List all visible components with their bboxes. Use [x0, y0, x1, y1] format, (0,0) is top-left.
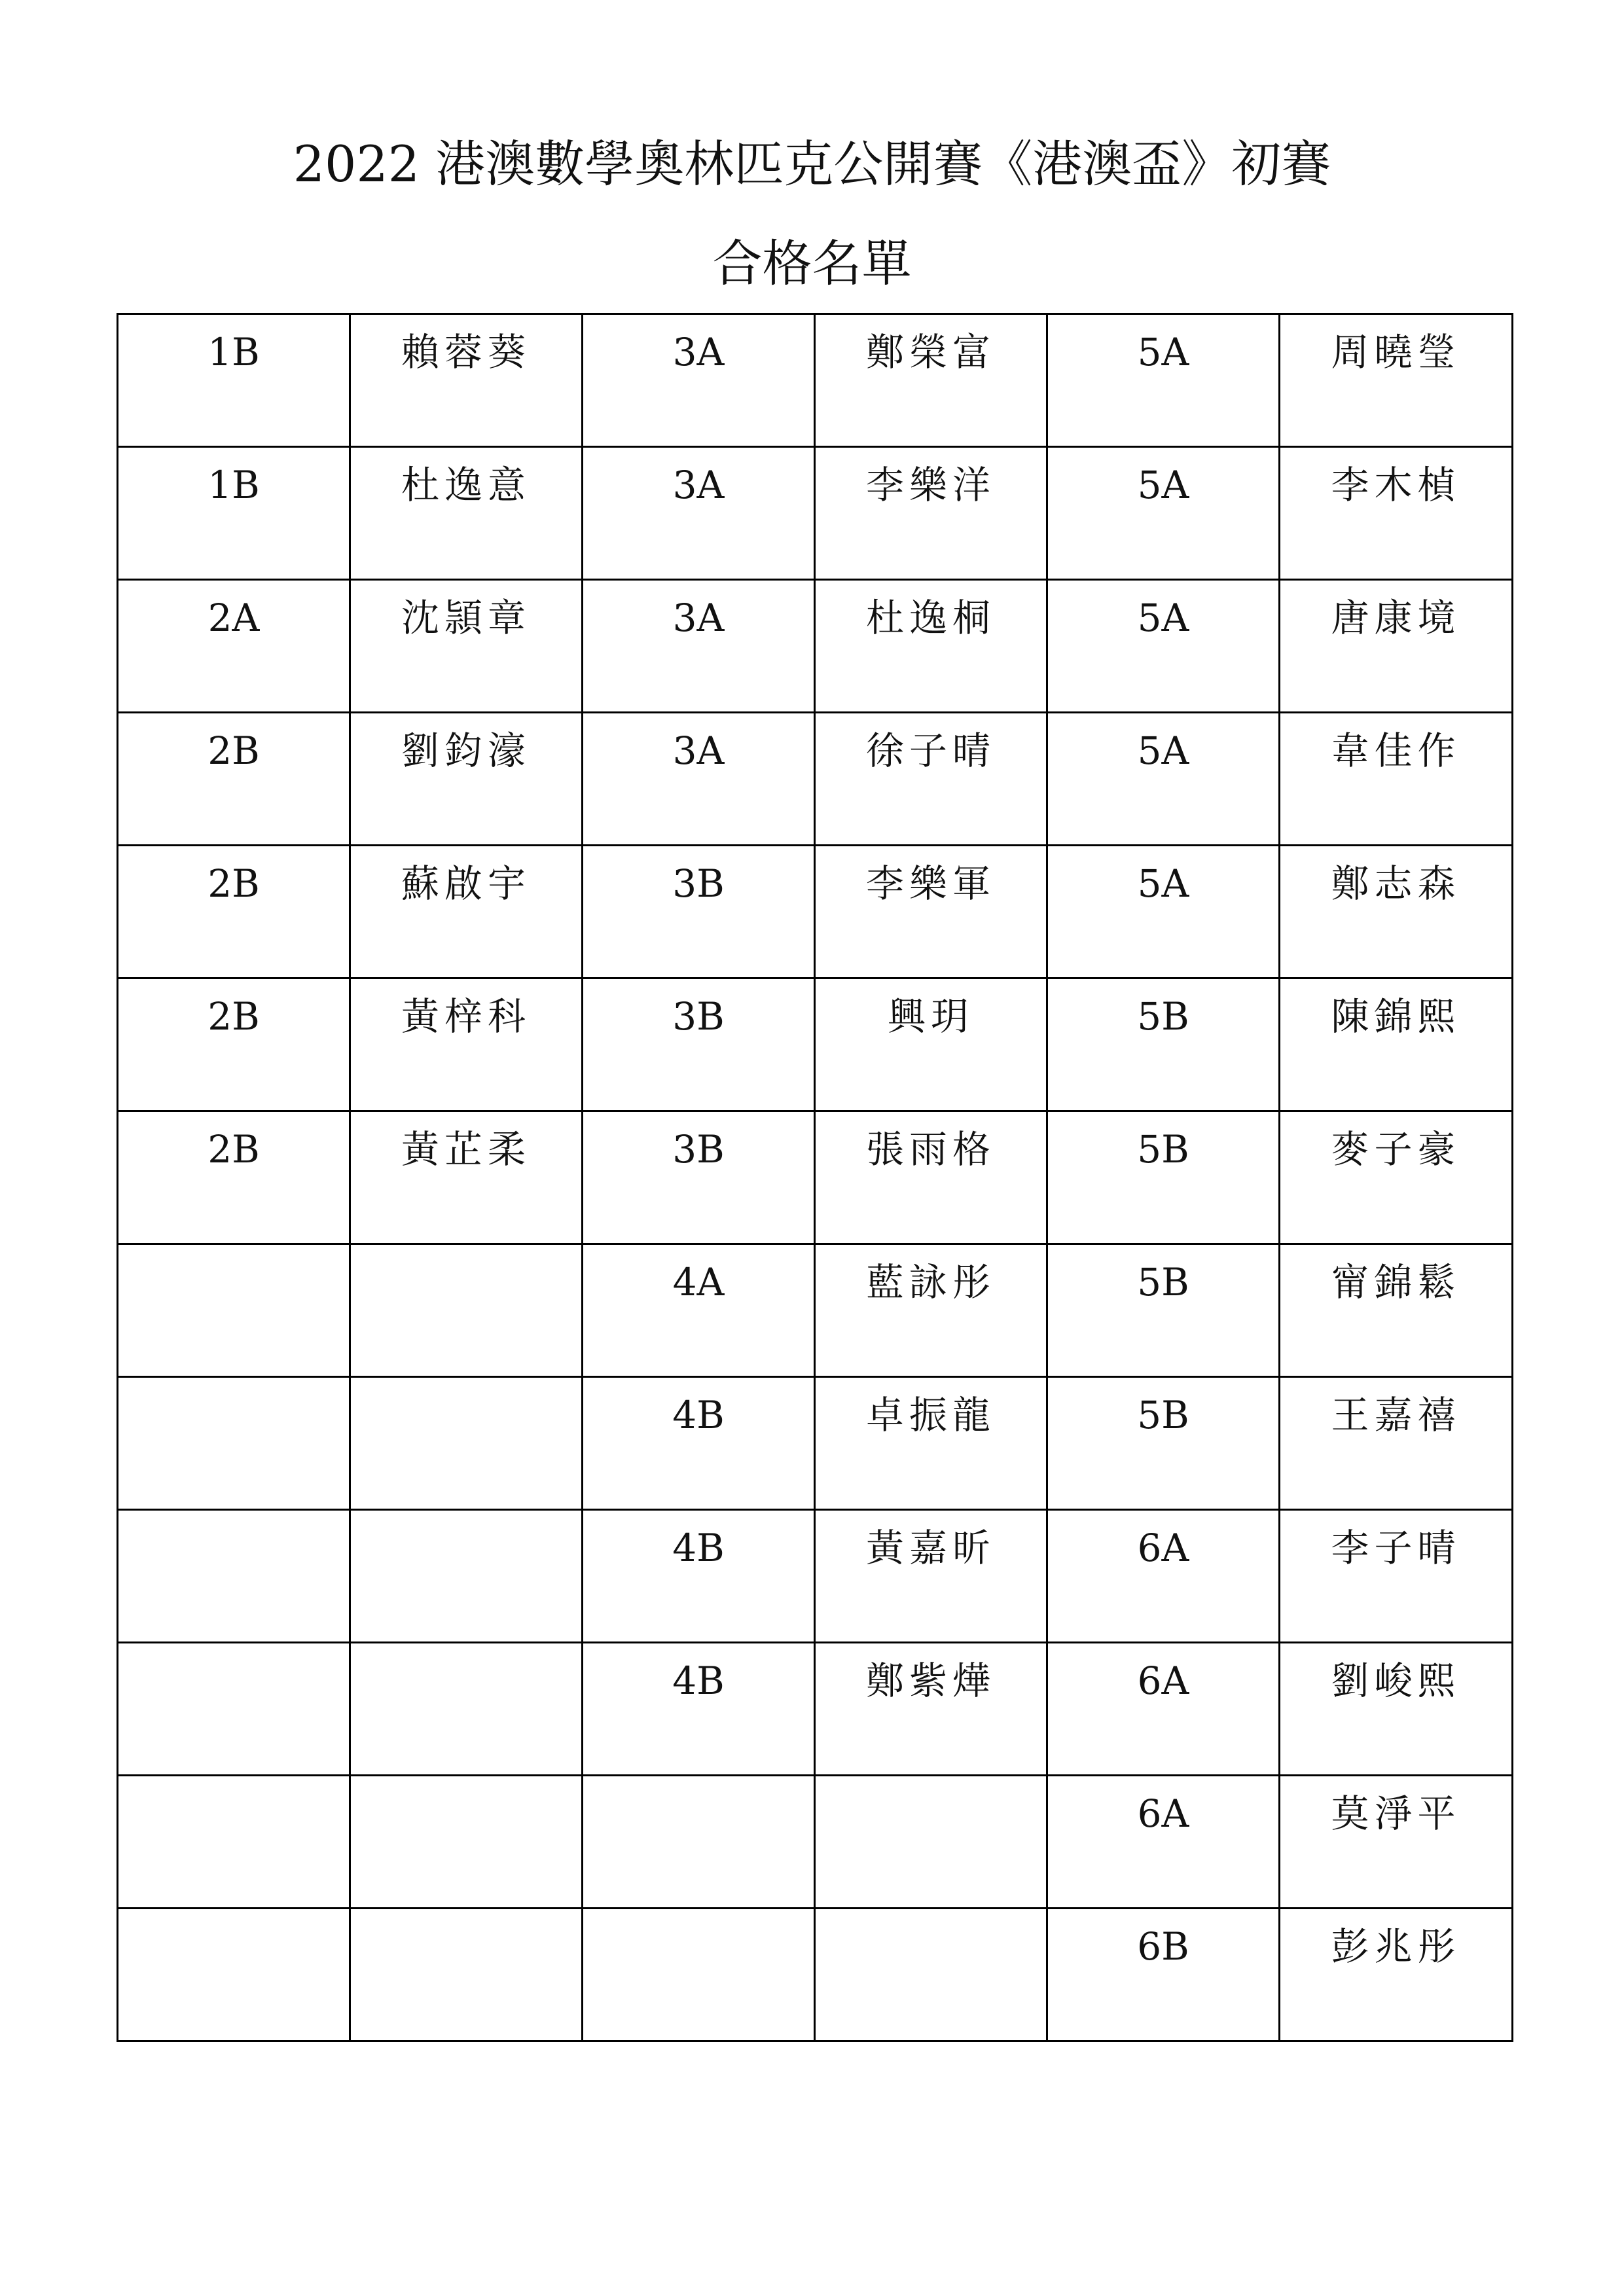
class-cell: 5A: [1047, 580, 1280, 713]
class-cell: 1B: [118, 447, 350, 580]
student-name-cell: [350, 1909, 583, 2041]
student-name-cell: 張雨格: [815, 1111, 1047, 1244]
table-row: [118, 314, 1513, 447]
student-name-cell: [350, 1776, 583, 1909]
table-row: [118, 580, 1513, 713]
class-cell: 5B: [1047, 1377, 1280, 1510]
class-cell: [118, 1244, 350, 1377]
student-name-cell: 陳錦熙: [1280, 978, 1513, 1111]
student-name-cell: 劉鈞濠: [350, 713, 583, 846]
class-cell: [118, 1909, 350, 2041]
qualified-list-body: [118, 314, 1513, 2041]
student-name-cell: 興玥: [815, 978, 1047, 1111]
student-name-cell: [815, 1776, 1047, 1909]
student-name-cell: 賴蓉葵: [350, 314, 583, 447]
class-cell: 2B: [118, 1111, 350, 1244]
student-name-cell: 甯錦鬆: [1280, 1244, 1513, 1377]
class-cell: 5A: [1047, 314, 1280, 447]
class-cell: 6A: [1047, 1643, 1280, 1776]
class-cell: 2B: [118, 978, 350, 1111]
table-row: [118, 1244, 1513, 1377]
class-cell: 5A: [1047, 713, 1280, 846]
class-cell: 6A: [1047, 1510, 1280, 1643]
student-name-cell: 徐子晴: [815, 713, 1047, 846]
page-subtitle: 合格名單: [712, 234, 912, 293]
class-cell: 3B: [583, 978, 815, 1111]
student-name-cell: 韋佳作: [1280, 713, 1513, 846]
class-cell: [118, 1510, 350, 1643]
page-title: 2022 港澳數學奧林匹克公開賽《港澳盃》初賽: [293, 135, 1331, 193]
class-cell: 3B: [583, 846, 815, 978]
class-cell: 5A: [1047, 846, 1280, 978]
class-cell: 6B: [1047, 1909, 1280, 2041]
student-name-cell: 沈頴章: [350, 580, 583, 713]
student-name-cell: 黃嘉昕: [815, 1510, 1047, 1643]
class-cell: 6A: [1047, 1776, 1280, 1909]
student-name-cell: 杜逸意: [350, 447, 583, 580]
student-name-cell: 鄭志森: [1280, 846, 1513, 978]
student-name-cell: 蘇啟宇: [350, 846, 583, 978]
class-cell: 3A: [583, 580, 815, 713]
class-cell: 4A: [583, 1244, 815, 1377]
class-cell: 5B: [1047, 1111, 1280, 1244]
class-cell: 4B: [583, 1643, 815, 1776]
student-name-cell: 李子晴: [1280, 1510, 1513, 1643]
class-cell: 3A: [583, 713, 815, 846]
table-row: [118, 1776, 1513, 1909]
class-cell: 2B: [118, 713, 350, 846]
student-name-cell: 李木楨: [1280, 447, 1513, 580]
student-name-cell: 杜逸桐: [815, 580, 1047, 713]
class-cell: 5B: [1047, 1244, 1280, 1377]
student-name-cell: 李樂洋: [815, 447, 1047, 580]
student-name-cell: [350, 1244, 583, 1377]
class-cell: 2A: [118, 580, 350, 713]
student-name-cell: 藍詠彤: [815, 1244, 1047, 1377]
class-cell: 5A: [1047, 447, 1280, 580]
student-name-cell: [815, 1909, 1047, 2041]
class-cell: [583, 1776, 815, 1909]
class-cell: [118, 1643, 350, 1776]
class-cell: 5B: [1047, 978, 1280, 1111]
class-cell: 1B: [118, 314, 350, 447]
student-name-cell: [350, 1510, 583, 1643]
class-cell: 2B: [118, 846, 350, 978]
table-row: [118, 1111, 1513, 1244]
student-name-cell: 卓振龍: [815, 1377, 1047, 1510]
student-name-cell: 周曉瑩: [1280, 314, 1513, 447]
class-cell: [583, 1909, 815, 2041]
class-cell: 4B: [583, 1510, 815, 1643]
student-name-cell: 鄭紫燁: [815, 1643, 1047, 1776]
table-row: [118, 1909, 1513, 2041]
student-name-cell: [350, 1377, 583, 1510]
student-name-cell: 彭兆彤: [1280, 1909, 1513, 2041]
qualified-list-table: [117, 313, 1513, 2042]
table-row: [118, 978, 1513, 1111]
class-cell: [118, 1776, 350, 1909]
table-row: [118, 713, 1513, 846]
student-name-cell: 李樂軍: [815, 846, 1047, 978]
class-cell: 3A: [583, 314, 815, 447]
student-name-cell: 劉峻熙: [1280, 1643, 1513, 1776]
table-row: [118, 1377, 1513, 1510]
student-name-cell: 王嘉禧: [1280, 1377, 1513, 1510]
table-row: [118, 846, 1513, 978]
student-name-cell: 莫淨平: [1280, 1776, 1513, 1909]
student-name-cell: 黃梓科: [350, 978, 583, 1111]
student-name-cell: 麥子豪: [1280, 1111, 1513, 1244]
student-name-cell: 鄭榮富: [815, 314, 1047, 447]
class-cell: 4B: [583, 1377, 815, 1510]
student-name-cell: [350, 1643, 583, 1776]
table-row: [118, 1510, 1513, 1643]
class-cell: 3A: [583, 447, 815, 580]
class-cell: [118, 1377, 350, 1510]
table-row: [118, 1643, 1513, 1776]
class-cell: 3B: [583, 1111, 815, 1244]
table-row: [118, 447, 1513, 580]
student-name-cell: 唐康境: [1280, 580, 1513, 713]
student-name-cell: 黃芷柔: [350, 1111, 583, 1244]
